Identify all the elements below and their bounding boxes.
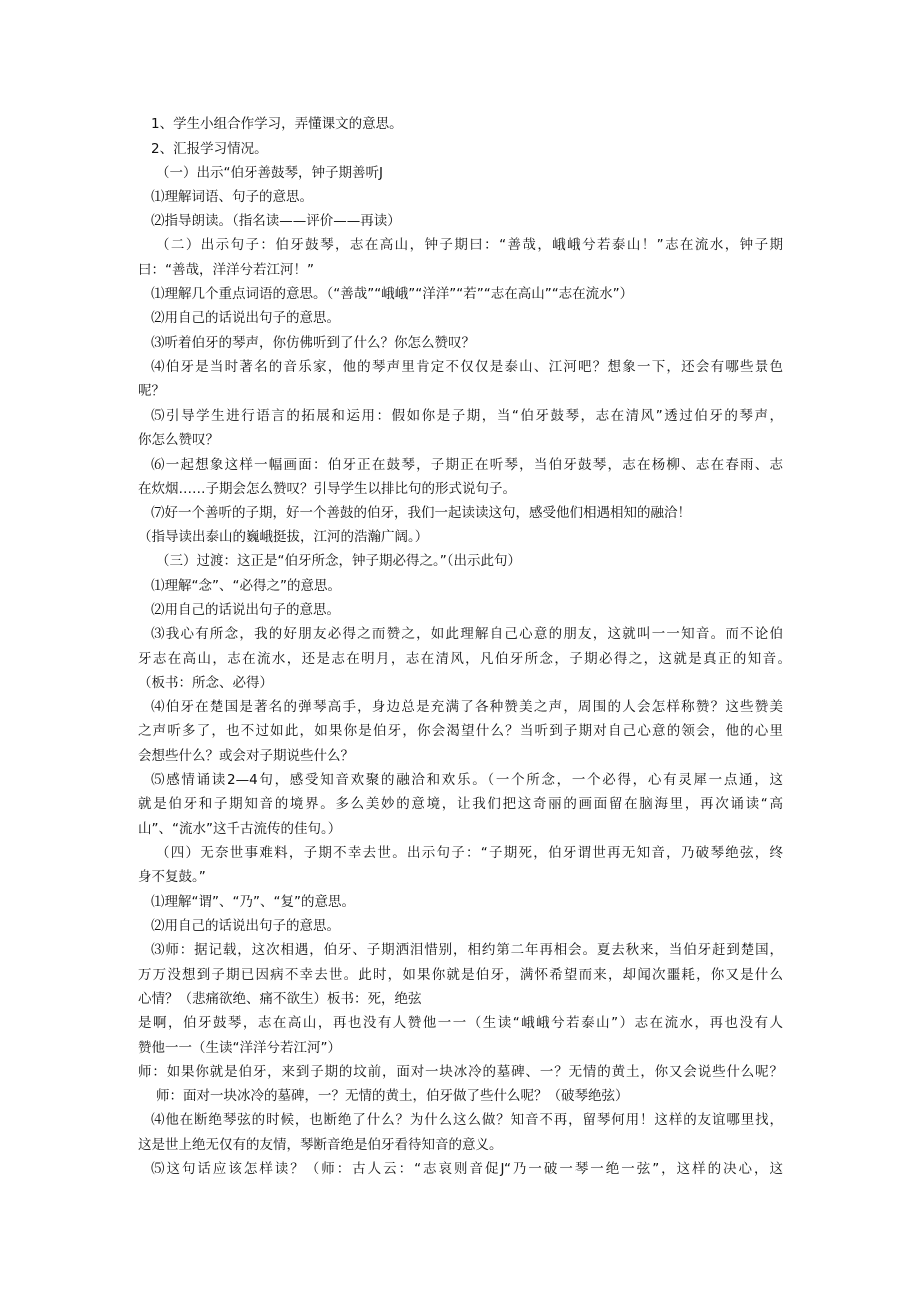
text-line: ⑷伯牙是当时著名的音乐家，他的琴声里肯定不仅仅是泰山、江河吧？想象一下，还会有哪些景色: [151, 359, 783, 375]
text-line: ⑸感情诵读2—4句，感受知音欢聚的融洽和欢乐。（一个所念，一个必得，心有灵犀一点通，这: [151, 772, 783, 788]
text-line: 山”、“流水”这千古流传的佳句。）: [138, 821, 342, 837]
text-line: （二）出示句子：伯牙鼓琴，志在高山，钟子期曰：“善哉，峨峨兮若泰山！”志在流水，钟子期: [156, 237, 783, 253]
text-line: 师：如果你就是伯牙，来到子期的坟前，面对一块冰冷的墓碑、一？无情的黄土，你又会说些什么呢？: [138, 1064, 783, 1080]
text-line: ⑵用自己的话说出句子的意思。: [151, 918, 340, 934]
text-line: （三）过渡：这正是“伯牙所念，钟子期必得之。”（出示此句）: [156, 553, 521, 569]
text-line: ⑷伯牙在楚国是著名的弹琴高手，身边总是充满了各种赞美之声，周围的人会怎样称赞？这些赞美: [151, 699, 783, 715]
text-line: ⑵指导朗读。（指名读——评价——再读）: [151, 213, 401, 229]
text-line: ⑴理解“念”、“必得之”的意思。: [151, 578, 341, 594]
text-line: 之声听多了，也不过如此，如果你是伯牙，你会渴望什么？当听到子期对自己心意的领会，他的心里: [138, 723, 783, 739]
text-line: ⑶我心有所念，我的好朋友必得之而赞之，如此理解自己心意的朋友，这就叫一一知音。而不论伯: [151, 626, 783, 642]
text-line: ⑴理解“谓”、“乃”、“复”的意思。: [151, 894, 355, 910]
text-line: （板书：所念、必得）: [138, 675, 273, 691]
text-line: ⑵用自己的话说出句子的意思。: [151, 602, 340, 618]
text-line: 身不复鼓。”: [138, 869, 206, 885]
text-line: ⑺好一个善听的子期，好一个善鼓的伯牙，我们一起读读这句，感受他们相遇相知的融洽！: [151, 505, 691, 521]
text-line: （一）出示“伯牙善鼓琴，钟子期善听J: [156, 165, 383, 181]
text-line: ⑴理解几个重点词语的意思。（“善哉”“峨峨”“洋洋”“若”“志在高山”“志在流水”）: [151, 286, 634, 302]
text-line: ⑹一起想象这样一幅画面：伯牙正在鼓琴，子期正在听琴，当伯牙鼓琴，志在杨柳、志在春雨、志: [151, 457, 783, 473]
text-line: 就是伯牙和子期知音的境界。多么美妙的意境，让我们把这奇丽的画面留在脑海里，再次诵读“高: [138, 796, 783, 812]
text-line: 这是世上绝无仅有的友情，琴断音绝是伯牙看待知音的意义。: [138, 1137, 503, 1153]
text-line: （四）无奈世事难料，子期不幸去世。出示句子：“子期死，伯牙谓世再无知音，乃破琴绝弦，终: [156, 845, 783, 861]
text-line: ⑷他在断绝琴弦的时候，也断绝了什么？为什么这么做？知音不再，留琴何用！这样的友谊哪里找，: [151, 1112, 783, 1128]
text-line: ⑸这句话应该怎样读？（师：古人云：“志哀则音促J“乃一破一琴一绝一弦”，这样的决心，这: [151, 1161, 783, 1177]
text-line: 赞他一一（生读“洋洋兮若江河”）: [138, 1040, 341, 1056]
text-line: 你怎么赞叹？: [138, 432, 219, 448]
text-line: 牙志在高山，志在流水，还是志在明月，志在清风，凡伯牙所念，子期必得之，这就是真正的知音。: [138, 651, 791, 667]
text-line: ⑶师：据记载，这次相遇，伯牙、子期洒泪惜别，相约第二年再相会。夏去秋来，当伯牙赶到楚国，: [151, 942, 783, 958]
text-line: 心情？（悲痛欲绝、痛不欲生）板书：死，绝弦: [138, 991, 422, 1007]
text-line: 会想些什么？或会对子期说些什么？: [138, 748, 354, 764]
text-line: 1、学生小组合作学习，弄懂课文的意思。: [151, 116, 403, 132]
text-line: 是啊，伯牙鼓琴，志在高山，再也没有人赞他一一（生读“峨峨兮若泰山”）志在流水，再也没有人: [138, 1015, 783, 1031]
text-line: ⑴理解词语、句子的意思。: [151, 189, 313, 205]
text-line: 师：面对一块冰冷的墓碑，一？无情的黄土，伯牙做了些什么呢？（破琴绝弦）: [156, 1088, 629, 1104]
text-line: ⑵用自己的话说出句子的意思。: [151, 310, 340, 326]
text-line: 2、汇报学习情况。: [151, 141, 268, 157]
text-line: 万万没想到子期已因病不幸去世。此时，如果你就是伯牙，满怀希望而来，却闻次噩耗，你又是什么: [138, 967, 783, 983]
text-line: 曰：“善哉，洋洋兮若江河！”: [138, 262, 314, 278]
text-line: ⑸引导学生进行语言的拓展和运用：假如你是子期，当“伯牙鼓琴，志在清风”透过伯牙的琴声，: [151, 408, 783, 424]
text-line: 呢？: [138, 383, 165, 399]
text-line: 在炊烟……子期会怎么赞叹？引导学生以排比句的形式说句子。: [138, 481, 516, 497]
text-line: （指导读出泰山的巍峨挺拔，江河的浩瀚广阔。）: [138, 529, 429, 545]
text-line: ⑶听着伯牙的琴声，你仿佛听到了什么？你怎么赞叹？: [151, 335, 475, 351]
